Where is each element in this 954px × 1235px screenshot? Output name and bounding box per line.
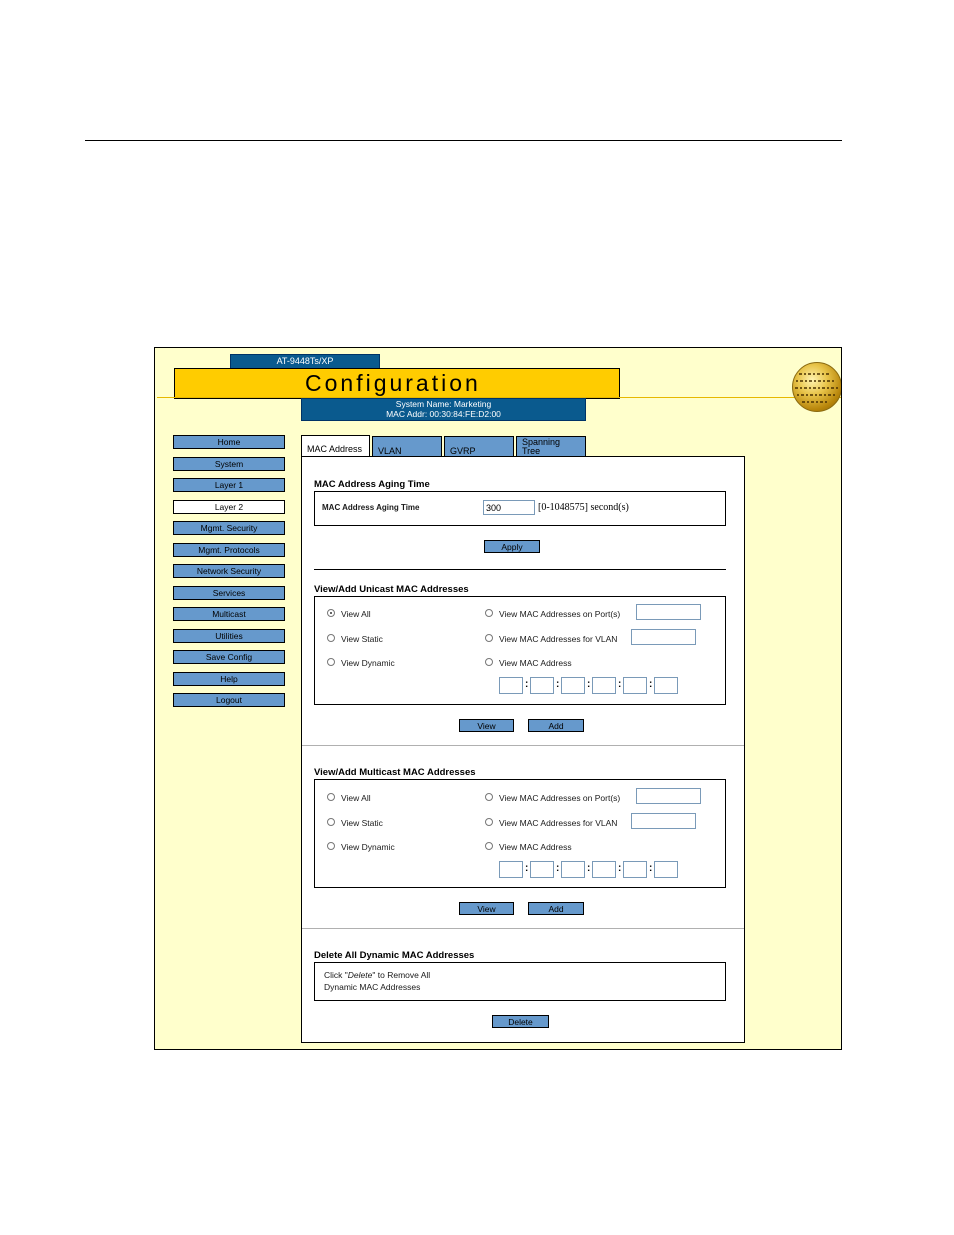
unicast-mac-address-radio[interactable]: [485, 658, 493, 666]
tab-spanning-tree[interactable]: Spanning Tree: [516, 436, 586, 457]
aging-time-input[interactable]: [483, 500, 535, 515]
unicast-mac-octet-4[interactable]: [592, 677, 616, 694]
unicast-view-static-radio[interactable]: [327, 634, 335, 642]
tab-vlan[interactable]: VLAN: [372, 436, 442, 457]
unicast-view-all-label: View All: [341, 609, 371, 619]
multicast-vlan-input[interactable]: [631, 813, 696, 829]
multicast-divider: [302, 928, 744, 929]
nav-help[interactable]: Help: [173, 672, 285, 686]
aging-divider: [314, 569, 726, 570]
nav-logout[interactable]: Logout: [173, 693, 285, 707]
unicast-box: [314, 596, 726, 705]
unicast-mac-octet-5[interactable]: [623, 677, 647, 694]
mac-separator: :: [525, 679, 529, 690]
delete-section-title: Delete All Dynamic MAC Addresses: [314, 950, 475, 961]
multicast-view-dynamic-label: View Dynamic: [341, 842, 395, 852]
mac-separator: :: [556, 679, 560, 690]
delete-note-emphasis: Delete: [347, 970, 373, 980]
multicast-view-dynamic-radio[interactable]: [327, 842, 335, 850]
multicast-on-ports-label: View MAC Addresses on Port(s): [499, 793, 621, 803]
unicast-section-title: View/Add Unicast MAC Addresses: [314, 584, 469, 595]
delete-note-prefix: Click ": [324, 970, 348, 980]
multicast-mac-octet-6[interactable]: [654, 861, 678, 878]
title-banner: [174, 368, 620, 399]
delete-note-line-1: [324, 970, 430, 980]
unicast-view-static-label: View Static: [341, 634, 383, 644]
system-name: System Name: Marketing: [395, 399, 492, 409]
mac-addr: MAC Addr: 00:30:84:FE:D2:00: [386, 409, 501, 419]
delete-button[interactable]: Delete: [492, 1015, 549, 1028]
unicast-mac-octet-6[interactable]: [654, 677, 678, 694]
aging-range-hint: [0-1048575] second(s): [538, 502, 629, 513]
multicast-on-ports-radio[interactable]: [485, 793, 493, 801]
unicast-mac-octet-2[interactable]: [530, 677, 554, 694]
nav-save-config[interactable]: Save Config: [173, 650, 285, 664]
delete-note-line-2: Dynamic MAC Addresses: [324, 982, 421, 992]
mac-separator: :: [587, 863, 591, 874]
nav-layer-2[interactable]: Layer 2: [173, 500, 285, 514]
delete-note-suffix: " to Remove All: [372, 970, 431, 980]
unicast-for-vlan-label: View MAC Addresses for VLAN: [499, 634, 618, 644]
model-label: AT-9448Ts/XP: [230, 354, 380, 369]
sidebar-nav: [173, 435, 287, 715]
unicast-add-button[interactable]: Add: [528, 719, 584, 732]
page-title: Configuration: [305, 370, 481, 396]
mac-separator: :: [525, 863, 529, 874]
multicast-view-all-label: View All: [341, 793, 371, 803]
mac-separator: :: [587, 679, 591, 690]
globe-binary-pattern-icon: [793, 363, 841, 411]
nav-network-security[interactable]: Network Security: [173, 564, 285, 578]
globe-logo-icon: [792, 362, 842, 412]
mac-separator: :: [618, 679, 622, 690]
unicast-mac-address-label: View MAC Address: [499, 658, 572, 668]
content-panel: [301, 456, 745, 1043]
unicast-vlan-input[interactable]: [631, 629, 696, 645]
multicast-view-static-radio[interactable]: [327, 818, 335, 826]
multicast-add-button[interactable]: Add: [528, 902, 584, 915]
multicast-mac-octet-4[interactable]: [592, 861, 616, 878]
multicast-mac-octet-5[interactable]: [623, 861, 647, 878]
nav-multicast[interactable]: Multicast: [173, 607, 285, 621]
nav-mgmt-protocols[interactable]: Mgmt. Protocols: [173, 543, 285, 557]
mac-separator: :: [556, 863, 560, 874]
unicast-on-ports-label: View MAC Addresses on Port(s): [499, 609, 621, 619]
nav-home[interactable]: Home: [173, 435, 285, 449]
unicast-mac-octet-3[interactable]: [561, 677, 585, 694]
multicast-for-vlan-label: View MAC Addresses for VLAN: [499, 818, 618, 828]
mac-separator: :: [649, 863, 653, 874]
multicast-view-button[interactable]: View: [459, 902, 514, 915]
unicast-view-dynamic-label: View Dynamic: [341, 658, 395, 668]
mac-separator: :: [618, 863, 622, 874]
unicast-mac-octet-1[interactable]: [499, 677, 523, 694]
multicast-box: [314, 779, 726, 888]
tab-mac-address[interactable]: MAC Address: [301, 435, 370, 458]
delete-box: [314, 962, 726, 1001]
aging-field-label: MAC Address Aging Time: [322, 503, 420, 512]
aging-section-title: MAC Address Aging Time: [314, 479, 430, 490]
multicast-for-vlan-radio[interactable]: [485, 818, 493, 826]
unicast-divider: [302, 745, 744, 746]
multicast-mac-octet-3[interactable]: [561, 861, 585, 878]
multicast-mac-octet-2[interactable]: [530, 861, 554, 878]
nav-system[interactable]: System: [173, 457, 285, 471]
system-info: [301, 398, 586, 421]
nav-utilities[interactable]: Utilities: [173, 629, 285, 643]
multicast-ports-input[interactable]: [636, 788, 701, 804]
multicast-mac-address-label: View MAC Address: [499, 842, 572, 852]
apply-button[interactable]: Apply: [484, 540, 540, 553]
unicast-ports-input[interactable]: [636, 604, 701, 620]
multicast-section-title: View/Add Multicast MAC Addresses: [314, 767, 476, 778]
unicast-view-button[interactable]: View: [459, 719, 514, 732]
multicast-mac-octet-1[interactable]: [499, 861, 523, 878]
unicast-on-ports-radio[interactable]: [485, 609, 493, 617]
aging-box: [314, 491, 726, 526]
tab-gvrp[interactable]: GVRP: [444, 436, 514, 457]
multicast-mac-address-radio[interactable]: [485, 842, 493, 850]
multicast-view-all-radio[interactable]: [327, 793, 335, 801]
unicast-for-vlan-radio[interactable]: [485, 634, 493, 642]
nav-mgmt-security[interactable]: Mgmt. Security: [173, 521, 285, 535]
unicast-view-all-radio[interactable]: [327, 609, 335, 617]
nav-layer-1[interactable]: Layer 1: [173, 478, 285, 492]
unicast-view-dynamic-radio[interactable]: [327, 658, 335, 666]
multicast-view-static-label: View Static: [341, 818, 383, 828]
nav-services[interactable]: Services: [173, 586, 285, 600]
mac-separator: :: [649, 679, 653, 690]
page-top-rule: [85, 140, 842, 141]
screenshot-frame: [154, 347, 842, 1050]
